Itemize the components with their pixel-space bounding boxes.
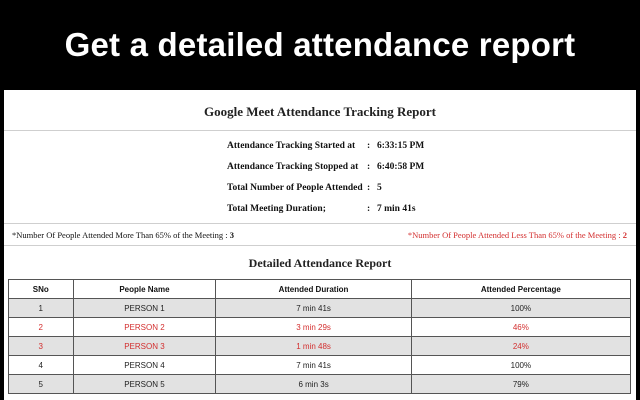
above-threshold-count: 3 — [229, 230, 234, 240]
report-title: Google Meet Attendance Tracking Report — [203, 104, 437, 119]
table-row — [9, 375, 631, 394]
cell-percentage: 79% — [411, 375, 630, 394]
table-row — [9, 299, 631, 318]
report-page — [4, 90, 636, 400]
info-colon: : — [367, 162, 371, 172]
info-value: 6:40:58 PM — [377, 162, 425, 172]
cell-duration: 1 min 48s — [216, 337, 411, 356]
info-value: 6:33:15 PM — [377, 141, 425, 151]
info-colon: : — [367, 183, 371, 193]
above-threshold-summary — [12, 230, 234, 240]
table-row — [9, 318, 631, 337]
table-row — [9, 356, 631, 375]
cell-duration: 7 min 41s — [216, 356, 411, 375]
cell-sno: 1 — [9, 299, 74, 318]
cell-name: PERSON 3 — [73, 337, 216, 356]
below-threshold-label: *Number Of People Attended Less Than 65% of the Meeting : — [407, 230, 623, 240]
cell-percentage: 100% — [411, 299, 630, 318]
divider — [4, 130, 636, 131]
info-colon: : — [367, 141, 371, 151]
cell-percentage: 24% — [411, 337, 630, 356]
info-label: Attendance Tracking Stopped at — [227, 162, 359, 172]
info-label: Total Number of People Attended — [227, 183, 363, 193]
cell-percentage: 46% — [411, 318, 630, 337]
info-colon: : — [367, 204, 371, 214]
cell-duration: 3 min 29s — [216, 318, 411, 337]
cell-name: PERSON 2 — [73, 318, 216, 337]
info-label: Attendance Tracking Started at — [227, 141, 356, 151]
cell-duration: 7 min 41s — [216, 299, 411, 318]
above-threshold-label: *Number Of People Attended More Than 65% of the Meeting : — [12, 230, 230, 240]
cell-name: PERSON 5 — [73, 375, 216, 394]
cell-sno: 4 — [9, 356, 74, 375]
table-row — [9, 337, 631, 356]
info-value: 7 min 41s — [377, 204, 416, 214]
cell-duration: 6 min 3s — [216, 375, 411, 394]
cell-sno: 2 — [9, 318, 74, 337]
divider — [4, 223, 636, 224]
below-threshold-summary — [408, 230, 627, 240]
attendance-table — [8, 279, 631, 394]
divider — [4, 245, 636, 246]
column-header-sno: SNo — [9, 280, 74, 299]
below-threshold-count: 2 — [622, 230, 627, 240]
info-label: Total Meeting Duration; — [227, 204, 326, 214]
cell-sno: 3 — [9, 337, 74, 356]
column-header-name: People Name — [73, 280, 216, 299]
column-header-duration: Attended Duration — [216, 280, 411, 299]
cell-name: PERSON 1 — [73, 299, 216, 318]
cell-percentage: 100% — [411, 356, 630, 375]
detailed-report-title: Detailed Attendance Report — [248, 256, 392, 270]
column-header-percentage: Attended Percentage — [411, 280, 630, 299]
banner-title: Get a detailed attendance report — [0, 0, 640, 90]
cell-sno: 5 — [9, 375, 74, 394]
cell-name: PERSON 4 — [73, 356, 216, 375]
info-value: 5 — [377, 183, 382, 193]
table-header-row — [9, 280, 631, 299]
